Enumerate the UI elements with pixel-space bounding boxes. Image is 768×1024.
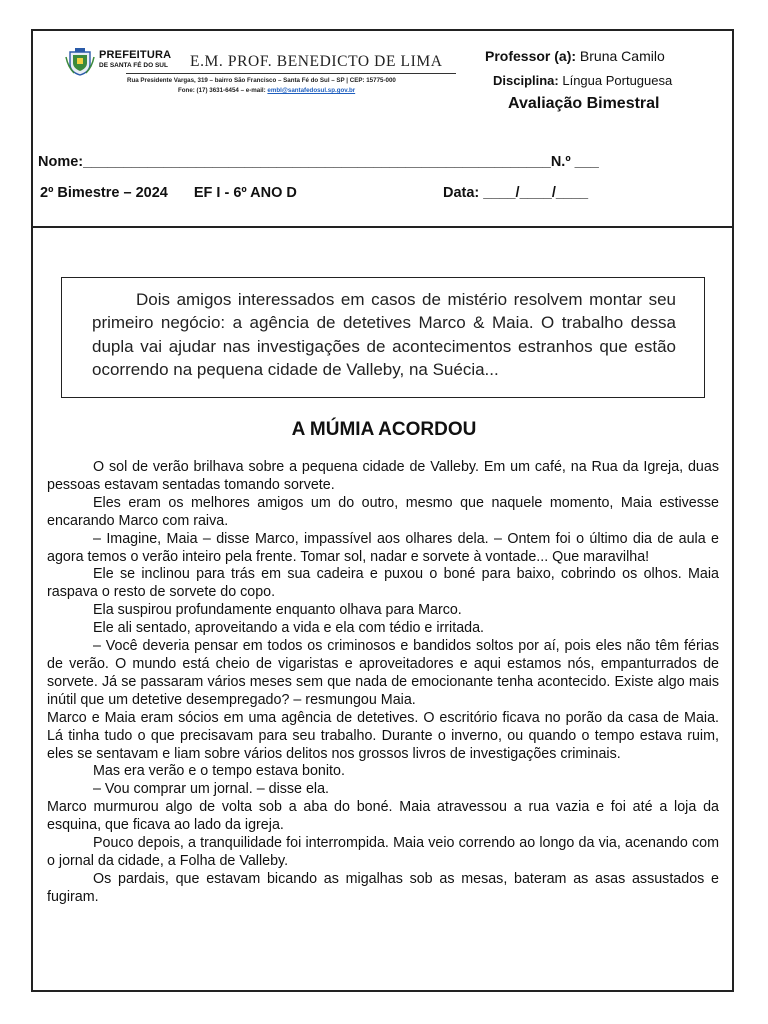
prefeitura-title: PREFEITURA <box>99 49 172 61</box>
disciplina-line <box>493 73 672 88</box>
class-label: EF I - 6º ANO D <box>193 185 297 201</box>
story-body <box>47 459 719 907</box>
story-paragraph: Ele ali sentado, aproveitando a vida e ela com tédio e irritada. <box>93 620 485 637</box>
city-crest-icon <box>64 47 96 77</box>
story-paragraph: Marco e Maia eram sócios em uma agência de detetives. O escritório ficava no porão da casa de Maia. Lá tinha tudo o que precisavam para seu trabalho. Durante o inverno, ou quando o tempo estava ruim, eles se sentavam e liam sobre vários delitos nos grossos livros de investigações criminais. <box>47 709 719 762</box>
student-name-field[interactable]: Nome:__________________________________________________________N.º ___ <box>38 154 599 170</box>
professor-name: Bruna Camilo <box>576 48 665 64</box>
story-paragraph: – Imagine, Maia – disse Marco, impassível aos olhares dela. – Ontem foi o último dia de aula e agora temos o verão inteiro pela frente. Tomar sol, nadar e sorvete à vontade... Que maravilha! <box>47 530 719 565</box>
story-paragraph: Ela suspirou profundamente enquanto olhava para Marco. <box>93 602 462 619</box>
school-contact <box>178 87 355 94</box>
email-link[interactable]: embl@santafedosul.sp.gov.br <box>267 87 356 94</box>
bimestre-label: 2º Bimestre – 2024 <box>40 185 168 201</box>
story-paragraph: Eles eram os melhores amigos um do outro, mesmo que naquele momento, Maia estivesse encarando Marco com raiva. <box>47 494 719 529</box>
school-underline <box>126 73 456 74</box>
story-paragraph: – Você deveria pensar em todos os criminosos e bandidos soltos por aí, pois eles não têm férias de verão. O mundo está cheio de vigaristas e aproveitadores e aqui estamos nós, empanturrados de sorvete. Já se passaram vários meses sem que nada de emocionante tenha acontecido. Existe algo mais inútil que um detetive desempregado? – resmungou Maia. <box>47 638 719 708</box>
story-paragraph: Os pardais, que estavam bicando as migalhas sob as mesas, bateram as asas assustados e fugiram. <box>47 870 719 905</box>
phone-text: Fone: (17) 3631-6454 – e-mail: <box>178 87 268 94</box>
intro-box <box>61 277 705 398</box>
school-address: Rua Presidente Vargas, 319 – bairro São Francisco – Santa Fé do Sul – SP | CEP: 15775-000 <box>127 77 396 84</box>
header-divider <box>31 226 734 228</box>
story-paragraph: – Vou comprar um jornal. – disse ela. <box>93 781 330 798</box>
municipio-name: DE SANTA FÉ DO SUL <box>99 62 168 69</box>
professor-label: Professor (a): <box>485 48 577 64</box>
intro-text: Dois amigos interessados em casos de mistério resolvem montar seu primeiro negócio: a agência de detetives Marco & Maia. O trabalho dessa dupla vai ajudar nas investigações de acontecimentos estranhos que estão ocorrendo na pequena cidade de Valleby, na Suécia... <box>92 290 676 379</box>
disciplina-label: Disciplina: <box>493 73 559 88</box>
story-paragraph: Ele se inclinou para trás em sua cadeira e puxou o boné para baixo, cobrindo os olhos. Maia raspava o resto de sorvete do copo. <box>47 566 719 601</box>
school-name: E.M. PROF. BENEDICTO DE LIMA <box>190 53 443 70</box>
date-field[interactable]: Data: ____/____/____ <box>443 185 589 201</box>
meta-row <box>40 185 589 201</box>
story-paragraph: Mas era verão e o tempo estava bonito. <box>93 763 345 780</box>
story-paragraph: Pouco depois, a tranquilidade foi interrompida. Maia veio correndo ao longo da via, acenando com o jornal da cidade, a Folha de Valleby. <box>47 835 719 869</box>
story-paragraph: Marco murmurou algo de volta sob a aba do boné. Maia atravessou a rua vazia e foi até a loja da esquina, que ficava ao lado da igreja. <box>47 799 719 834</box>
story-title: A MÚMIA ACORDOU <box>291 419 477 440</box>
evaluation-title: Avaliação Bimestral <box>508 95 660 112</box>
disciplina-name: Língua Portuguesa <box>558 73 673 88</box>
professor-line <box>485 48 665 64</box>
story-paragraph: O sol de verão brilhava sobre a pequena cidade de Valleby. Em um café, na Rua da Igreja, duas pessoas estavam sentadas tomando sorvete. <box>47 459 719 493</box>
